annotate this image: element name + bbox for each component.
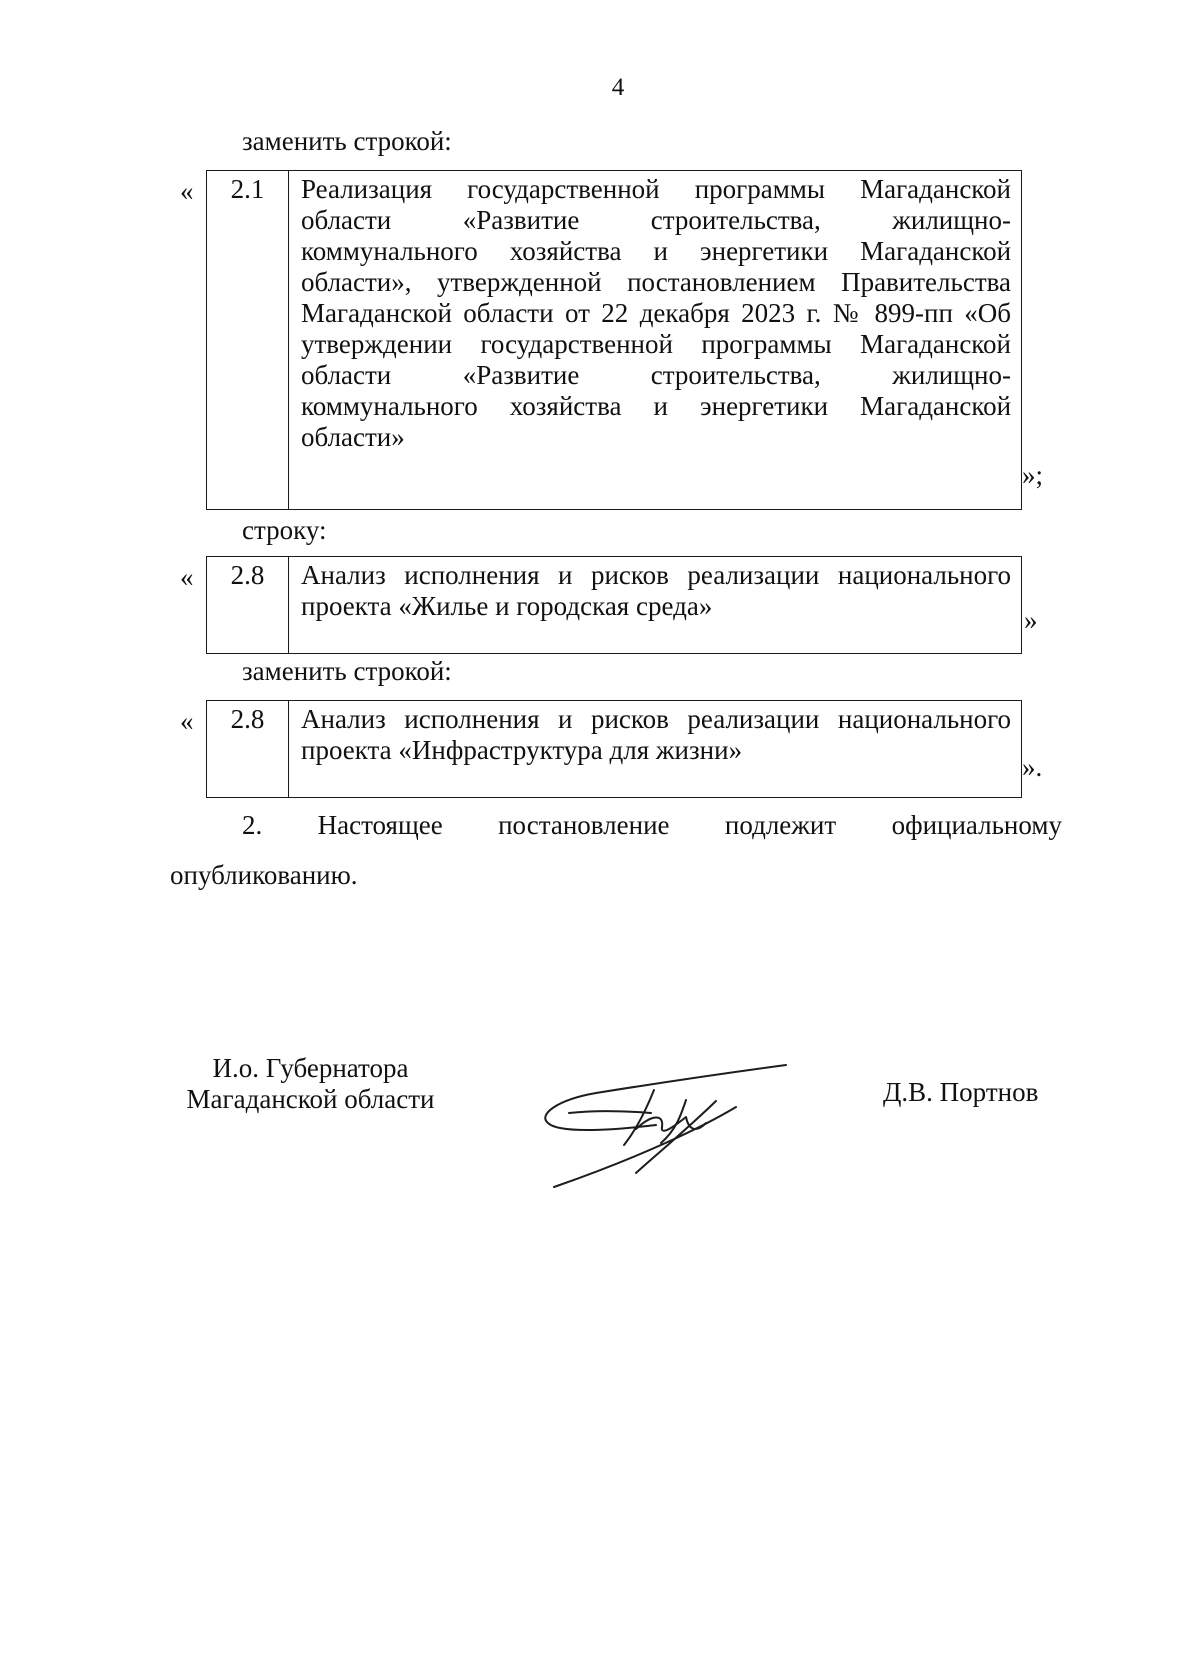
word: строительства, (650, 360, 821, 390)
word: коммунального (301, 236, 478, 266)
word: 2023 (741, 298, 796, 328)
word: Анализ (301, 560, 386, 590)
text-line (301, 704, 1011, 735)
word: рисков (590, 704, 669, 734)
word: коммунального (301, 391, 478, 421)
closing-tail: опубликованию. (170, 860, 358, 890)
word: жизни» (655, 735, 743, 765)
word: и (495, 591, 510, 621)
word: области (301, 205, 392, 235)
closing-word: постановление (498, 810, 670, 840)
word: Анализ (301, 704, 386, 734)
word: Магаданской (301, 298, 452, 328)
signatory-title-line: Магаданской области (186, 1084, 435, 1114)
word: Магаданской (860, 174, 1011, 204)
word: области (301, 360, 392, 390)
word: национального (837, 560, 1012, 590)
word: исполнения (404, 560, 540, 590)
closing-word: 2. (242, 810, 263, 840)
word: Магаданской (860, 236, 1012, 266)
word: утвержденной (437, 267, 602, 297)
text-line (301, 267, 1011, 298)
text-line (301, 329, 1011, 360)
text-line (301, 560, 1011, 591)
word: г. (806, 298, 822, 328)
word: Реализация (301, 174, 433, 204)
word: декабря (639, 298, 730, 328)
text-line (301, 591, 1011, 622)
word: исполнения (404, 704, 540, 734)
word: Магаданской (860, 329, 1011, 359)
word: и (653, 236, 668, 266)
word: государственной (467, 174, 660, 204)
open-quote-1: « (180, 176, 194, 206)
row-number: 2.8 (207, 557, 289, 653)
word: для (609, 735, 650, 765)
table-row-2-8-new (206, 700, 1022, 798)
closing-paragraph (242, 810, 1062, 841)
closing-word: официальному (891, 810, 1062, 840)
word: Магаданской (860, 391, 1012, 421)
word: и (558, 704, 573, 734)
word: государственной (480, 329, 673, 359)
text-line (301, 391, 1011, 422)
word: программы (694, 174, 826, 204)
word: от (564, 298, 590, 328)
text-line (301, 298, 1011, 329)
word: реализации (687, 704, 820, 734)
row-number: 2.1 (207, 171, 289, 509)
word: жилищно- (892, 360, 1011, 390)
word: № (832, 298, 864, 328)
intro-replace-line-2: заменить строкой: (242, 656, 452, 686)
signatory-title (178, 1053, 443, 1115)
word: проекта (301, 735, 392, 765)
signatory-title-line: И.о. Губернатора (212, 1053, 409, 1083)
word: области (463, 298, 554, 328)
text-line (301, 735, 1011, 766)
word: 22 (601, 298, 629, 328)
text-line (301, 360, 1011, 391)
word: и (653, 391, 668, 421)
word: хозяйства (509, 236, 622, 266)
closing-word: Настоящее (317, 810, 443, 840)
word: утверждении (301, 329, 453, 359)
table-row-2-1 (206, 170, 1022, 510)
row-number: 2.8 (207, 701, 289, 797)
word: программы (701, 329, 832, 359)
word: рисков (590, 560, 669, 590)
word: проекта (301, 591, 392, 621)
closing-word: подлежит (724, 810, 837, 840)
row-text (301, 704, 1011, 766)
text-line (301, 422, 1011, 453)
word: «Инфраструктура (398, 735, 603, 765)
word: области», (301, 267, 412, 297)
word: энергетики (700, 236, 829, 266)
word: «Об (964, 298, 1012, 328)
row-text (301, 174, 1011, 453)
text-line (301, 174, 1011, 205)
word: среда» (635, 591, 713, 621)
word: и (558, 560, 573, 590)
word: «Развитие (462, 205, 580, 235)
word: хозяйства (509, 391, 622, 421)
intro-line-stroku: строку: (242, 515, 327, 545)
word: национального (837, 704, 1012, 734)
word: «Жилье (398, 591, 489, 621)
close-quote-3: ». (1022, 752, 1043, 782)
word: постановлением (627, 267, 816, 297)
open-quote-2: « (180, 562, 194, 592)
table-row-2-8-old (206, 556, 1022, 654)
word: 899-пп (874, 298, 953, 328)
word: области» (301, 422, 405, 452)
word: городская (516, 591, 630, 621)
page-number: 4 (611, 74, 625, 101)
text-line (301, 236, 1011, 267)
word: Правительства (841, 267, 1011, 297)
text-line (301, 205, 1011, 236)
signatory-name: Д.В. Портнов (883, 1077, 1039, 1107)
row-text (301, 560, 1011, 622)
close-quote-1: »; (1022, 460, 1044, 490)
intro-replace-line-1: заменить строкой: (242, 126, 452, 156)
word: энергетики (700, 391, 829, 421)
handwritten-signature (536, 1055, 796, 1195)
close-quote-2: » (1024, 605, 1038, 635)
word: строительства, (650, 205, 821, 235)
word: реализации (687, 560, 820, 590)
word: «Развитие (462, 360, 580, 390)
word: жилищно- (892, 205, 1011, 235)
open-quote-3: « (180, 706, 194, 736)
